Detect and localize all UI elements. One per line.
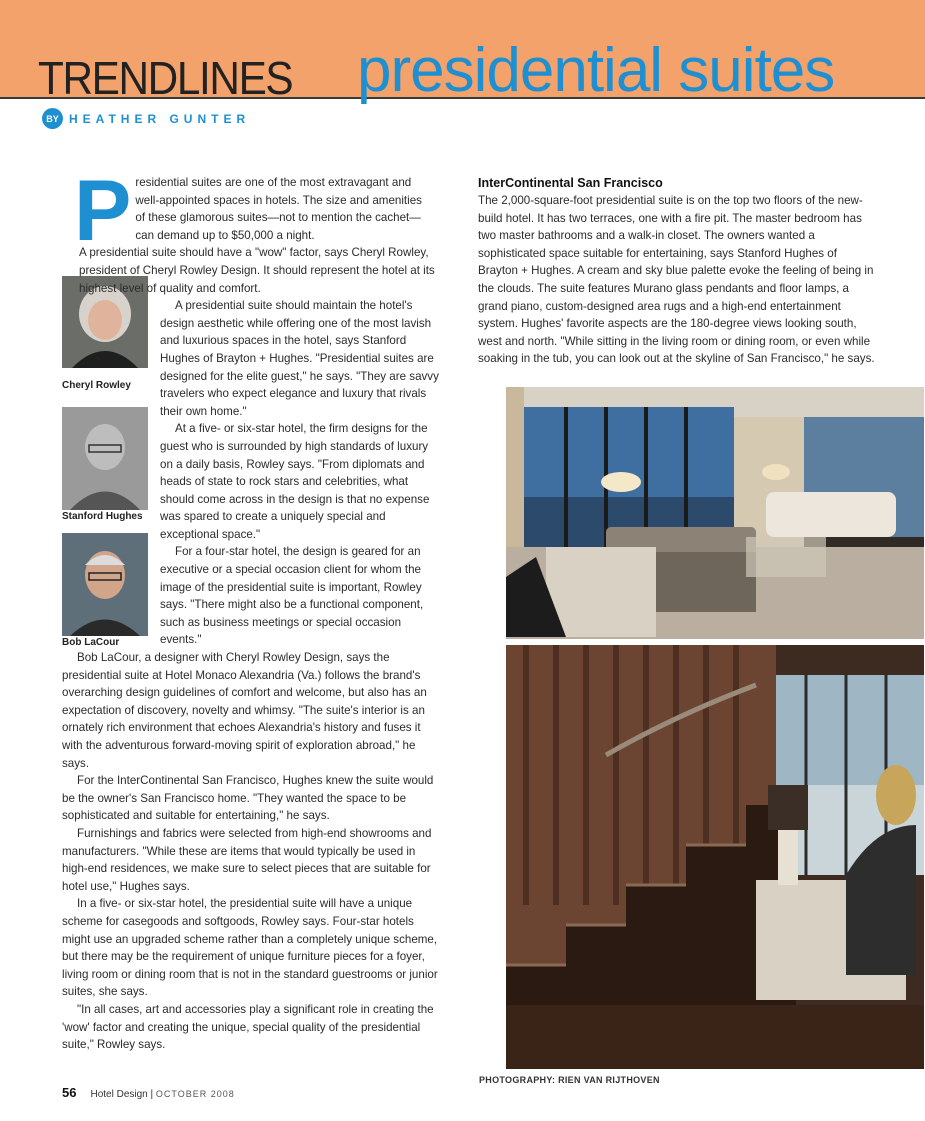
- paragraph: A presidential suite should have a "wow" factor, says Cheryl Rowley, president of Cheryl Rowley Design. It should represent the hotel at its highest level of quality and comfort.: [79, 246, 435, 295]
- intro-line: of these glamorous suites—not to mention the cachet—: [135, 211, 421, 225]
- section-title: TRENDLINES: [38, 52, 293, 104]
- drop-cap: P: [74, 163, 132, 259]
- paragraph: For the InterContinental San Francisco, Hughes knew the suite would be the owner's San Francisco home. "They wanted the space to be sophisticated and suitable for entertaining," he says.: [62, 774, 434, 823]
- by-badge: BY: [42, 108, 63, 129]
- paragraph: Bob LaCour, a designer with Cheryl Rowley Design, says the presidential suite at Hotel Monaco Alexandria (Va.) follows the brand's overarching design guidelines of comfort and welcome, but also has an expectation of discovery, novelty and whimsy. "The suite's interior is an ornately rich environment that echoes Alexandria's history and fuses it with the adventurous forward-moving spirit of exploration abroad," he says.: [62, 651, 427, 770]
- living-room-photo: [506, 387, 924, 639]
- paragraph: For a four-star hotel, the design is geared for an executive or a special occasion client for whom the image of the presidential suite is important, Rowley says. "There might also be a functional component, such as business meetings or special occasion events.": [160, 545, 424, 647]
- intro-line: well-appointed spaces in hotels. The size and amenities: [135, 193, 422, 207]
- wrapped-paragraphs: [62, 244, 444, 649]
- byline: [42, 108, 250, 129]
- page-footer: [62, 1085, 235, 1100]
- intro-line: can demand up to $50,000 a night.: [135, 228, 315, 242]
- publication-name: Hotel Design: [90, 1089, 148, 1100]
- issue-date: OCTOBER 2008: [155, 1089, 235, 1099]
- intro-line: residential suites are one of the most extravagant and: [135, 176, 412, 189]
- author-name: HEATHER GUNTER: [69, 111, 251, 126]
- paragraph: In a five- or six-star hotel, the presidential suite will have a unique scheme for casegoods and softgoods, Rowley says. Four-star hotels might use an upgraded scheme rather than a completely unique scheme, but there may be the requirement of unique furniture pieces for a foyer, living room or dining room that is not in the standard guestrooms or junior suites, she says.: [62, 897, 438, 999]
- paragraph: "In all cases, art and accessories play a significant role in creating the 'wow' factor and creating the unique, special quality of the presidential suite," Rowley says.: [62, 1002, 434, 1052]
- portrait-caption: Cheryl Rowley: [62, 380, 131, 391]
- photo-credit: PHOTOGRAPHY: RIEN VAN RIJTHOVEN: [479, 1075, 660, 1085]
- sidebar-heading: InterContinental San Francisco: [478, 176, 663, 190]
- portrait-caption: Bob LaCour: [62, 637, 120, 648]
- sidebar-body: The 2,000-square-foot presidential suite is on the top two floors of the new-build hotel. It has two terraces, one with a fire pit. The master bedroom has two master bathrooms and a walk-in closet. The owners wanted a sophisticated space suitable for entertaining, says Stanford Hughes of Brayton + Hughes. A cream and sky blue palette evoke the feeling of being in the clouds. The suite features Murano glass pendants and floor lamps, a grand piano, custom-designed area rugs and a high-end entertainment system. Hughes' favorite aspects are the 180-degree views looking south, west and north. "While sitting in the living room or dining room, or even while soaking in the tub, you can look out at the skyline of San Francisco," he says.: [478, 194, 875, 366]
- page-number: 56: [62, 1085, 77, 1100]
- article-body: [62, 163, 444, 1054]
- staircase-dining-photo: [506, 645, 924, 1069]
- sidebar-column: [478, 174, 878, 368]
- paragraph: At a five- or six-star hotel, the firm designs for the guest who is surrounded by high standards of luxury on a daily basis, Rowley says. "From diplomats and heads of state to rock stars and celebrities, what should come across in the design is that no expense was spared to create a uniquely special and exceptional space.": [160, 422, 430, 541]
- footer-separator: |: [150, 1089, 154, 1100]
- portrait-caption: Stanford Hughes: [62, 511, 143, 522]
- article-topic-title: presidential suites: [357, 36, 835, 105]
- publication-info: [90, 1089, 234, 1100]
- paragraph: Furnishings and fabrics were selected from high-end showrooms and manufacturers. "While these are items that would typically be used in high-end residences, we make sure to select pieces that are suitable for hotel use," Hughes says.: [62, 826, 432, 893]
- paragraph: A presidential suite should maintain the hotel's design aesthetic while offering one of the most lavish and luxurious spaces in the hotel, says Stanford Hughes of Brayton + Hughes. "Presidential suites are designed for the elite guest," he says. "They are savvy travelers who expect elegance and luxury that rivals their own home.": [160, 299, 439, 418]
